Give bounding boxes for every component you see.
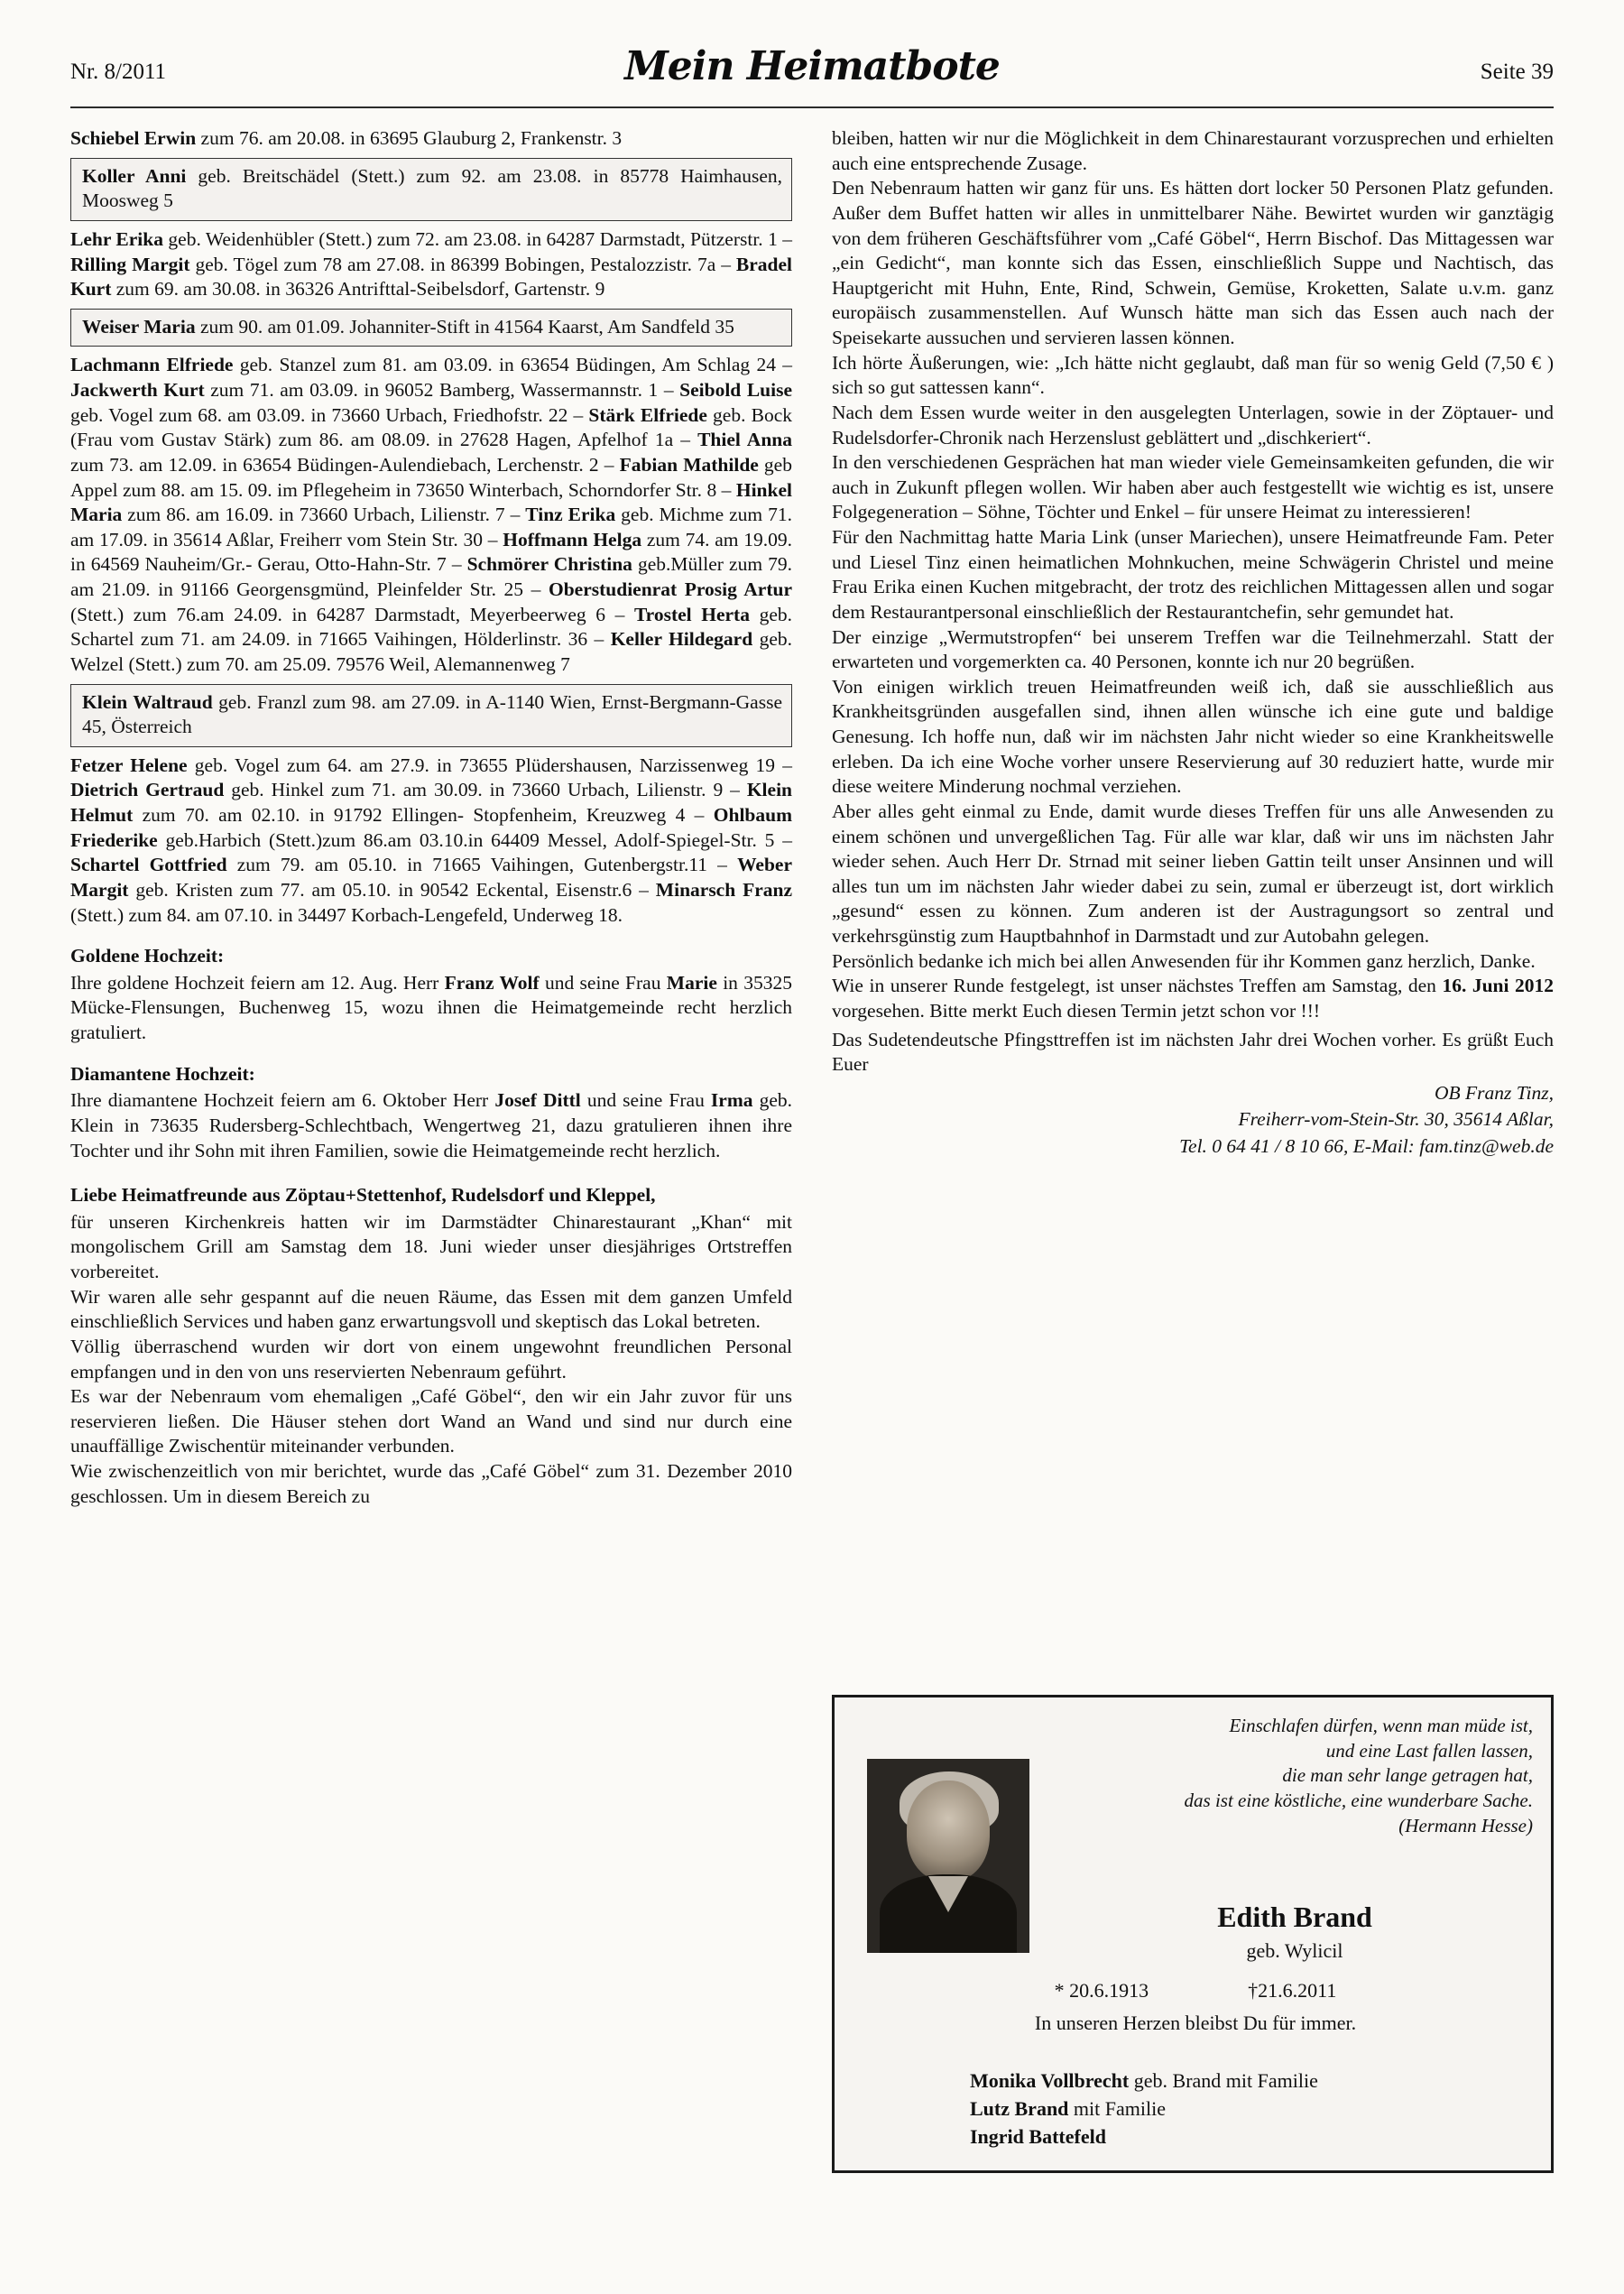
entry-text: zum 79. am 05.10. in 71665 Vaihingen, Gutenbergstr.11 – — [226, 854, 738, 876]
family-member-note: mit Familie — [1068, 2096, 1166, 2120]
poem-author: (Hermann Hesse) — [1398, 1814, 1533, 1836]
entry-text: geb Appel zum 88. am 15. 09. im Pflegeheim in 73650 Winterbach, Schorndorfer Str. 8 – — [70, 453, 792, 501]
surviving-family — [970, 2067, 1524, 2151]
poem-line: Einschlafen dürfen, wenn man müde ist, — [1229, 1715, 1533, 1736]
person-name: Klein Waltraud — [82, 690, 213, 713]
person-name: Seibold Luise — [679, 379, 793, 401]
letter-heading: Liebe Heimatfreunde aus Zöptau+Stettenhof, Rudelsdorf und Kleppel, — [70, 1184, 656, 1207]
entry-text: zum 70. am 02.10. in 91792 Ellingen- Stopfenheim, Kreuzweg 4 – — [133, 804, 714, 826]
next-meeting-text — [832, 974, 1554, 1023]
entry-2-t2: geb. Tögel zum 78 am 27.08. in 86399 Bobingen, Pestalozzistr. 7a – — [189, 253, 736, 275]
entry-text: geb. Welzel (Stett.) zum 70. am 25.09. 79576 Weil, Alemannenweg 7 — [70, 628, 792, 675]
person-name: Hoffmann Helga — [503, 528, 642, 550]
person-name: Stärk Elfriede — [588, 403, 707, 426]
person-name: Schmörer Christina — [466, 553, 632, 576]
birthday-entry-3 — [70, 353, 792, 677]
letter-paragraph: In den verschiedenen Gesprächen hat man wieder viele Gemeinsamkeiten gefunden, die wir auch in Zukunft pflegen wollen. Wir haben aber auch festgestellt wie wichtig es ist, unsere Folgegeneration – Söhne, Töchter und Enkel – für unsere Heimat zu interessieren! — [832, 451, 1554, 523]
highlight-box-2 — [70, 309, 792, 347]
person-name: Oberstudienrat Prosig Artur — [549, 578, 792, 600]
person-name: Lachmann Elfriede — [70, 354, 234, 376]
entry-text: Wie in unserer Runde festgelegt, ist unser nächstes Treffen am Samstag, den — [832, 975, 1443, 997]
portrait-photo — [867, 1759, 1029, 1953]
family-member-note: geb. Brand mit Familie — [1129, 2069, 1318, 2092]
letter-paragraph: Nach dem Essen wurde weiter in den ausgelegten Unterlagen, sowie in der Zöptauer- und Rudelsdorfer-Chronik nach Herzenslust geblättert und „dischkeriert“. — [832, 401, 1554, 449]
person-name: Dietrich Gertraud — [70, 779, 225, 801]
person-name: Ohlbaum Friederike — [70, 804, 792, 851]
closing-text: Das Sudetendeutsche Pfingsttreffen ist im nächsten Jahr drei Wochen vorher. Es grüßt Euch Euer — [832, 1028, 1554, 1076]
entry-text: geb. Vogel zum 64. am 27.9. in 73655 Plüdershausen, Narzissenweg 19 – — [187, 754, 792, 776]
entry-text: geb. Klein in 73635 Rudersberg-Schlechtbach, Wengertweg 21, dazu gratulieren ihnen ihre Tochter und ihr Sohn mit ihren Familien, sowie die Heimatgemeinde recht herzlich. — [70, 1089, 792, 1161]
portrait-face — [907, 1781, 990, 1882]
entry-text: geb.Harbich (Stett.)zum 86.am 03.10.in 64409 Messel, Adolf-Spiegel-Str. 5 – — [157, 828, 792, 851]
page-number: Seite 39 — [1480, 60, 1554, 84]
letter-paragraph: Völlig überraschend wurden wir dort von einem ungewohnt freundlichen Personal empfangen und in den von uns reservierten Nebenraum geführt. — [70, 1335, 792, 1383]
entry-text: zum 74. am 19.09. in 64569 Nauheim/Gr.- Gerau, Otto-Hahn-Str. 7 – — [70, 528, 792, 576]
deceased-dates — [867, 1979, 1524, 2003]
letter-paragraph: Von einigen wirklich treuen Heimatfreunden weiß ich, daß sie ausschließlich aus Krankheitsgründen ausgefallen sind, ihnen allen wünsche ich eine gute und baldige Genesung. Ich hoffe nun, daß wir im nächsten Jahr nicht wieder so eine Krankheitswelle erleben. Da ich eine Woche vorher unsere Reservierung auf 30 reduziert hatte, wurde mir diese weitere Minderung nochmal verziehen. — [832, 675, 1554, 798]
entry-text: zum 73. am 12.09. in 63654 Büdingen-Aulendiebach, Lerchenstr. 2 – — [70, 453, 620, 476]
letter-paragraph: Den Nebenraum hatten wir ganz für uns. Es hätten dort locker 50 Personen Platz gefunden. Außer dem Buffet hatten wir alles in unmittelbarer Nähe. Bewirtet wurden wir ganztägig von dem früheren Geschäftsführer vom „Café Göbel“, Herrn Bischof. Das Mittagessen war „ein Gedicht“, man konnte sich das Essen, einschließlich Suppe und Nachtisch, das Hauptgericht mit Huhn, Ente, Rind, Schwein, Gemüse, Kroketten, Salate u.v.m. ganz europäisch zusammenstellen. Auf Wunsch hätte man sich das Essen auch nach der Speisekarte aussuchen und servieren lassen können. — [832, 177, 1554, 348]
person-name: Fetzer Helene — [70, 754, 188, 776]
poem-line: die man sehr lange getragen hat, — [1282, 1764, 1533, 1787]
person-name: Tinz Erika — [525, 504, 616, 526]
birthday-entry-2 — [70, 227, 792, 302]
entry-text: geb. Bock (Frau vom Gustav Stärk) zum 86. am 08.09. in 27628 Hagen, Apfelhof 1a – — [70, 403, 792, 451]
family-member-name: Lutz Brand — [970, 2096, 1069, 2120]
family-member — [970, 2095, 1524, 2123]
letter-paragraph: Ich hörte Äußerungen, wie: „Ich hätte nicht geglaubt, daß man für so wenig Geld (7,50 € ) sich so gut sattessen kann“. — [832, 351, 1554, 399]
obituary-poem — [988, 1714, 1533, 1839]
birthday-entry-1 — [70, 126, 792, 152]
person-name: Fabian Mathilde — [619, 453, 759, 476]
person-name: Josef Dittl — [494, 1089, 581, 1112]
person-name: Schartel Gottfried — [70, 854, 227, 876]
entry-text: vorgesehen. Bitte merkt Euch diesen Termin jetzt schon vor !!! — [832, 999, 1321, 1022]
entry-text: geb. Vogel zum 68. am 03.09. in 73660 Urbach, Friedhofstr. 22 – — [70, 403, 589, 426]
entry-text: geb.Müller zum 79. am 21.09. in 91166 Georgensgmünd, Pleinfelder Str. 25 – — [70, 553, 792, 600]
entry-text: (Stett.) zum 76.am 24.09. in 64287 Darmstadt, Meyerbeerweg 6 – — [70, 603, 634, 625]
person-name: Franz Wolf — [444, 971, 540, 994]
poem-line: und eine Last fallen lassen, — [1325, 1739, 1533, 1762]
family-member — [970, 2067, 1524, 2095]
letter-paragraph: Für den Nachmittag hatte Maria Link (unser Mariechen), unsere Heimatfreunde Fam. Peter und Liesel Tinz einen heimatlichen Mohnkuchen, meine Schwägerin Christel und meine Frau Erika einen Kuchen mitgebracht, der trotz des reichlichen Mittagessen allen und sogar dem Restaurantpersonal einschließlich der Restaurantchefin, sehr gemundet hat. — [832, 526, 1554, 623]
entry-text: und seine Frau — [539, 971, 667, 994]
person-name: Thiel Anna — [697, 429, 792, 451]
masthead-title: Mein Heimatbote — [624, 43, 1000, 89]
obituary-box — [832, 1695, 1554, 2173]
golden-anniversary-text — [70, 971, 792, 1046]
signature-name: OB Franz Tinz, — [1434, 1081, 1554, 1104]
person-name: Minarsch Franz — [655, 878, 792, 901]
diamond-anniversary-heading: Diamantene Hochzeit: — [70, 1062, 255, 1085]
box-3-rest: geb. Franzl zum 98. am 27.09. in A-1140 Wien, Ernst-Bergmann-Gasse 45, Österreich — [82, 690, 782, 738]
birthday-entry-4 — [70, 754, 792, 928]
right-column — [832, 126, 1554, 1160]
header-divider — [70, 106, 1554, 108]
letter-body-right — [832, 126, 1554, 974]
person-name: Irma — [710, 1089, 753, 1112]
signature-contact: Tel. 0 64 41 / 8 10 66, E-Mail: fam.tinz@web.de — [1179, 1135, 1554, 1157]
letter-paragraph: Wir waren alle sehr gespannt auf die neuen Räume, das Essen mit dem ganzen Umfeld einschließlich Services und haben ganz erwartungsvoll und skeptisch das Lokal betreten. — [70, 1285, 792, 1333]
letter-paragraph: bleiben, hatten wir nur die Möglichkeit in dem Chinarestaurant vorzusprechen und erhielten auch eine entsprechende Zusage. — [832, 127, 1554, 174]
family-member-name: Ingrid Battefeld — [970, 2124, 1106, 2148]
highlight-box-1 — [70, 158, 792, 221]
entry-text: zum 71. am 03.09. in 96052 Bamberg, Wassermannstr. 1 – — [204, 379, 680, 401]
family-member-name: Monika Vollbrecht — [970, 2069, 1130, 2092]
person-name: Schiebel Erwin — [70, 127, 197, 149]
person-name: Rilling Margit — [70, 253, 190, 275]
entry-text: und seine Frau — [580, 1089, 711, 1112]
family-member — [970, 2123, 1524, 2151]
entry-text: geb. Schartel zum 71. am 24.09. in 71665 Vaihingen, Hölderlinstr. 36 – — [70, 603, 792, 651]
deceased-name: Edith Brand — [1217, 1901, 1372, 1933]
person-name: Jackwerth Kurt — [70, 379, 205, 401]
person-name: Bradel Kurt — [70, 253, 792, 301]
box-1-rest: geb. Breitschädel (Stett.) zum 92. am 23.08. in 85778 Haimhausen, Moosweg 5 — [82, 164, 782, 212]
page-header — [70, 43, 1554, 99]
birth-date: * 20.6.1913 — [1054, 1979, 1149, 2002]
person-name: Lehr Erika — [70, 227, 163, 250]
highlight-box-3 — [70, 684, 792, 747]
letter-paragraph: Der einzige „Wermutstropfen“ bei unserem Treffen war die Teilnehmerzahl. Statt der erwarteten und vorgemerkten ca. 40 Personen, konnte ich nur 20 begrüßen. — [832, 625, 1554, 673]
letter-paragraph: für unseren Kirchenkreis hatten wir im Darmstädter Chinarestaurant „Khan“ mit mongolischem Grill am Samstag dem 18. Juni wieder unser diesjähriges Ortstreffen vorbereitet. — [70, 1210, 792, 1282]
entry-text: geb. Michme zum 71. am 17.09. in 35614 Aßlar, Freiherr vom Stein Str. 30 – — [70, 504, 792, 550]
left-column — [70, 126, 792, 1509]
person-name: Koller Anni — [82, 164, 187, 187]
issue-number: Nr. 8/2011 — [70, 60, 167, 84]
entry-text: geb. Kristen zum 77. am 05.10. in 90542 Eckental, Eisenstr.6 – — [128, 878, 656, 901]
entry-text: (Stett.) zum 84. am 07.10. in 34497 Korbach-Lengefeld, Underweg 18. — [70, 903, 623, 926]
letter-paragraph: Aber alles geht einmal zu Ende, damit wurde dieses Treffen für uns alle Anwesenden zu einem schönen und unvergeßlichen Tag. Für alle war klar, daß wir uns im nächsten Jahr wieder sehen. Auch Herr Dr. Strnad mit seiner lieben Gattin teilt unser Ansinnen und will alles tun um im nächsten Jahr wieder dabei zu sein, zumal er überzeugt ist, dort wirklich „gesund“ essen zu können. Zum anderen ist der Austragungsort so zentral und verkehrsgünstig zum Hauptbahnhof in Darmstadt und zur Autobahn gelegen. — [832, 800, 1554, 947]
person-name: Keller Hildegard — [610, 628, 753, 651]
entry-text: geb. Stanzel zum 81. am 03.09. in 63654 Büdingen, Am Schlag 24 – — [233, 354, 792, 376]
person-name: Weber Margit — [70, 854, 792, 901]
box-2-rest: zum 90. am 01.09. Johanniter-Stift in 41564 Kaarst, Am Sandfeld 35 — [195, 315, 734, 338]
death-date: †21.6.2011 — [1248, 1979, 1337, 2002]
letter-paragraph: Persönlich bedanke ich mich bei allen Anwesenden für ihr Kommen ganz herzlich, Danke. — [832, 949, 1536, 972]
signature-address: Freiherr-vom-Stein-Str. 30, 35614 Aßlar, — [1238, 1108, 1554, 1131]
person-name: Marie — [666, 971, 717, 994]
entry-1-rest: zum 76. am 20.08. in 63695 Glauburg 2, Frankenstr. 3 — [196, 127, 623, 149]
letter-paragraph: Es war der Nebenraum vom ehemaligen „Café Göbel“, den wir ein Jahr zuvor für uns reservieren ließen. Die Häuser stehen dort Wand an Wand und sind nur durch eine unauffällige Zwischentür miteinander verbunden. — [70, 1385, 792, 1457]
entry-2-t3: zum 69. am 30.08. in 36326 Antrifttal-Seibelsdorf, Gartenstr. 9 — [111, 278, 605, 301]
letter-body-left — [70, 1210, 792, 1510]
person-name: Klein Helmut — [70, 779, 792, 826]
person-name: Weiser Maria — [82, 315, 196, 338]
entry-text: Ihre goldene Hochzeit feiern am 12. Aug. Herr — [70, 971, 445, 994]
person-name: Trostel Herta — [633, 603, 750, 625]
diamond-anniversary-text — [70, 1088, 792, 1163]
entry-text: zum 86. am 16.09. in 73660 Urbach, Lilienstr. 7 – — [122, 504, 526, 526]
entry-text: in 35325 Mücke-Flensungen, Buchenweg 15, wozu ihnen die Heimatgemeinde recht herzlich gratuliert. — [70, 971, 792, 1043]
person-name: Hinkel Maria — [70, 478, 792, 526]
memorial-line: In unseren Herzen bleibst Du für immer. — [1034, 2012, 1357, 2034]
poem-line: das ist eine köstliche, eine wunderbare Sache. — [1184, 1790, 1533, 1812]
entry-2-t1: geb. Weidenhübler (Stett.) zum 72. am 23.08. in 64287 Darmstadt, Pützerstr. 1 – — [162, 227, 792, 250]
meeting-date: 16. Juni 2012 — [1442, 975, 1555, 997]
entry-text: Ihre diamantene Hochzeit feiern am 6. Oktober Herr — [70, 1089, 495, 1112]
entry-text: geb. Hinkel zum 71. am 30.09. in 73660 Urbach, Lilienstr. 9 – — [224, 779, 747, 801]
golden-anniversary-heading: Goldene Hochzeit: — [70, 945, 225, 967]
letter-paragraph: Wie zwischenzeitlich von mir berichtet, wurde das „Café Göbel“ zum 31. Dezember 2010 geschlossen. Um in diesem Bereich zu — [70, 1460, 792, 1507]
deceased-maiden-name: geb. Wylicil — [1246, 1939, 1343, 1962]
